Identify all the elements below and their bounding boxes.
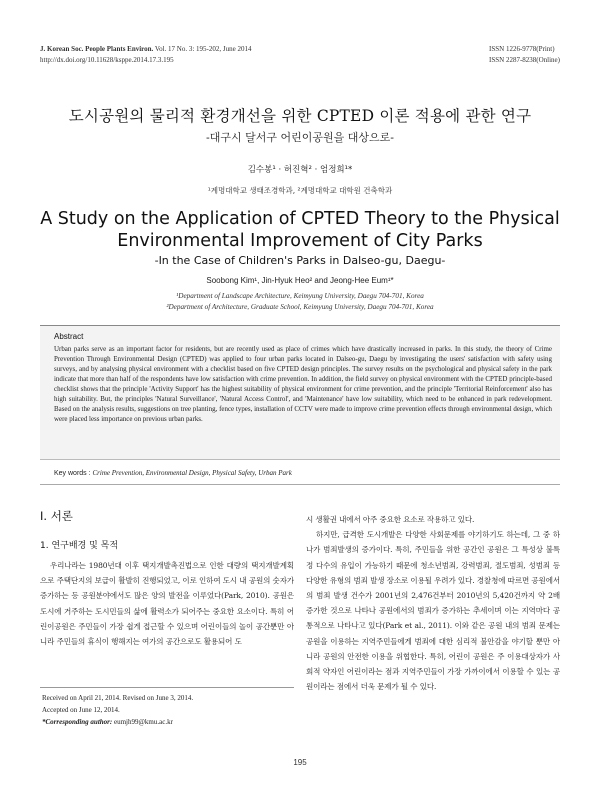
page-number: 195 (293, 758, 307, 767)
journal-header (40, 44, 251, 66)
english-affiliations (0, 291, 600, 313)
corresponding-author (42, 716, 193, 728)
abstract-box (40, 325, 560, 460)
english-affiliation-2: ²Department of Architecture, Graduate School, Keimyung University, Daegu 704-701, Korea (166, 303, 434, 311)
received-date: Received on April 21, 2014. Revised on June 3, 2014. (42, 694, 194, 702)
english-title-line2: Environmental Improvement of City Parks (117, 231, 483, 251)
body-left-column (40, 508, 294, 649)
korean-title: 도시공원의 물리적 환경개선을 위한 CPTED 이론 적용에 관한 연구 (68, 107, 532, 125)
english-authors: Soobong Kim¹, Jin-Hyuk Heo² and Jeong-Hee Eum¹* (206, 276, 394, 285)
corresponding-label: *Corresponding author: (42, 718, 113, 726)
korean-authors: 김수봉¹ · 허진혁² · 엄정희¹* (247, 165, 353, 175)
corresponding-email[interactable]: eumjh99@kmu.ac.kr (112, 718, 173, 726)
english-affiliation-1: ¹Department of Landscape Architecture, Keimyung University, Daegu 704-701, Korea (176, 292, 424, 300)
korean-subtitle: -대구시 달서구 어린이공원을 대상으로- (206, 131, 394, 144)
keywords-label: Key words : (54, 470, 93, 477)
english-title (0, 208, 600, 252)
body-paragraph: 시 생활권 내에서 아주 중요한 요소로 작용하고 있다. (306, 515, 475, 524)
footnote (42, 692, 193, 728)
korean-affiliations: ¹계명대학교 생태조경학과, ²계명대학교 대학원 건축학과 (207, 186, 393, 195)
section-title: Ⅰ. 서론 (40, 509, 73, 523)
doi-link[interactable]: http://dx.doi.org/10.11628/ksppe.2014.17.3.195 (40, 56, 174, 64)
body-paragraph: 하지만, 급격한 도시개발은 다양한 사회문제를 야기하기도 하는데, 그 중 하나가 범죄발생의 증가이다. 특히, 주민들을 위한 공간인 공원은 그 특성상 불특정 다수의 유입이 가능하기 때문에 청소년범죄, 강력범죄, 절도범죄, 성범죄 등 다양한 유형의 범죄 발생 장소로 이용될 우려가 있다. 경찰청에 따르면 공원에서의 범죄 발생 건수가 2001년의 2,476건부터 2010년의 5,420건까지 약 2배 증가한 것으로 나타나 공원에서의 범죄가 증가하는 추세이며 이는 지역마다 공통적으로 나타나고 있다(Park et al., 2011). 이와 같은 공원 내의 범죄 문제는 공원을 이용하는 지역주민들에게 범죄에 대한 심리적 불안감을 야기할 뿐만 아니라 공원의 안전한 이용을 위협한다. 특히, 어린이 공원은 주 이용대상자가 사회적 약자인 어린이라는 점과 지역주민들이 가장 가까이에서 이용할 수 있는 공원이라는 점에서 더욱 문제가 될 수 있다. (306, 530, 560, 692)
body-paragraph: 우리나라는 1980년대 이후 택지개발촉진법으로 인한 대량의 택지개발계획으로 주택단지의 보급이 활발히 진행되었고, 이로 인하여 도시 내 공원의 숫자가 증가하는 등 공원분야에서도 많은 양의 발전을 이루었다(Park, 2010). 공원은 도시에 거주하는 도시민들의 삶에 활력소가 되어주는 중요한 요소이다. 특히 어린이공원은 주민들이 가장 쉽게 접근할 수 있으며 어린이들의 놀이 공간뿐만 아니라 주민들의 휴식이 행해지는 여가의 공간으로도 활용되어 도 (40, 561, 294, 647)
abstract-text: Urban parks serve as an important factor for residents, but are recently used as place of crimes which have drastically increased in parks. In this study, the theory of Crime Prevention Through Environmental Design (CPTED) was applied to four urban parks located in Dalseo-gu, Daegu by investigating the users' satisfaction with safety using surveys, and by analysing physical environment with a checklist based on five CPTED design principles. The survey results on the psychological and physical safety in the park indicate that more than half of the respondents have low satisfaction with crime prevention. In addition, the field survey on physical environment with the CPTED principle-based checklist shows that the principle 'Activity Support' has the highest suitability of physical environment for crime prevention, and the principle 'Territorial Reinforcement' also has high suitability. But, the principles 'Natural Surveillance', 'Natural Access Control', and 'Maintenance' have low suitability, which need to be enhanced in park redevelopment. Based on the analysis results, suggestions on tree planting, fence types, installation of CCTV were made to improve crime prevention effects through environmental design, which were placed less importance on previous urban parks. (54, 345, 552, 424)
footnote-divider (40, 687, 294, 688)
subsection-title: 1. 연구배경 및 목적 (40, 541, 119, 551)
keywords-values: Crime Prevention, Environmental Design, Physical Safety, Urban Park (92, 469, 292, 477)
issn-print: ISSN 1226-9778(Print) (489, 45, 555, 53)
journal-name: J. Korean Soc. People Plants Environ. (40, 45, 154, 53)
divider (40, 484, 560, 485)
issn-online: ISSN 2287-8238(Online) (489, 56, 560, 64)
keywords (54, 469, 292, 477)
body-right-column (306, 512, 560, 694)
journal-citation: Vol. 17 No. 3: 195-202, June 2014 (153, 45, 252, 53)
english-subtitle: -In the Case of Children's Parks in Dalseo-gu, Daegu- (154, 254, 446, 267)
english-title-line1: A Study on the Application of CPTED Theory to the Physical (40, 209, 560, 229)
abstract-heading: Abstract (54, 332, 84, 341)
issn-block (489, 44, 560, 66)
accepted-date: Accepted on June 12, 2014. (42, 706, 120, 714)
